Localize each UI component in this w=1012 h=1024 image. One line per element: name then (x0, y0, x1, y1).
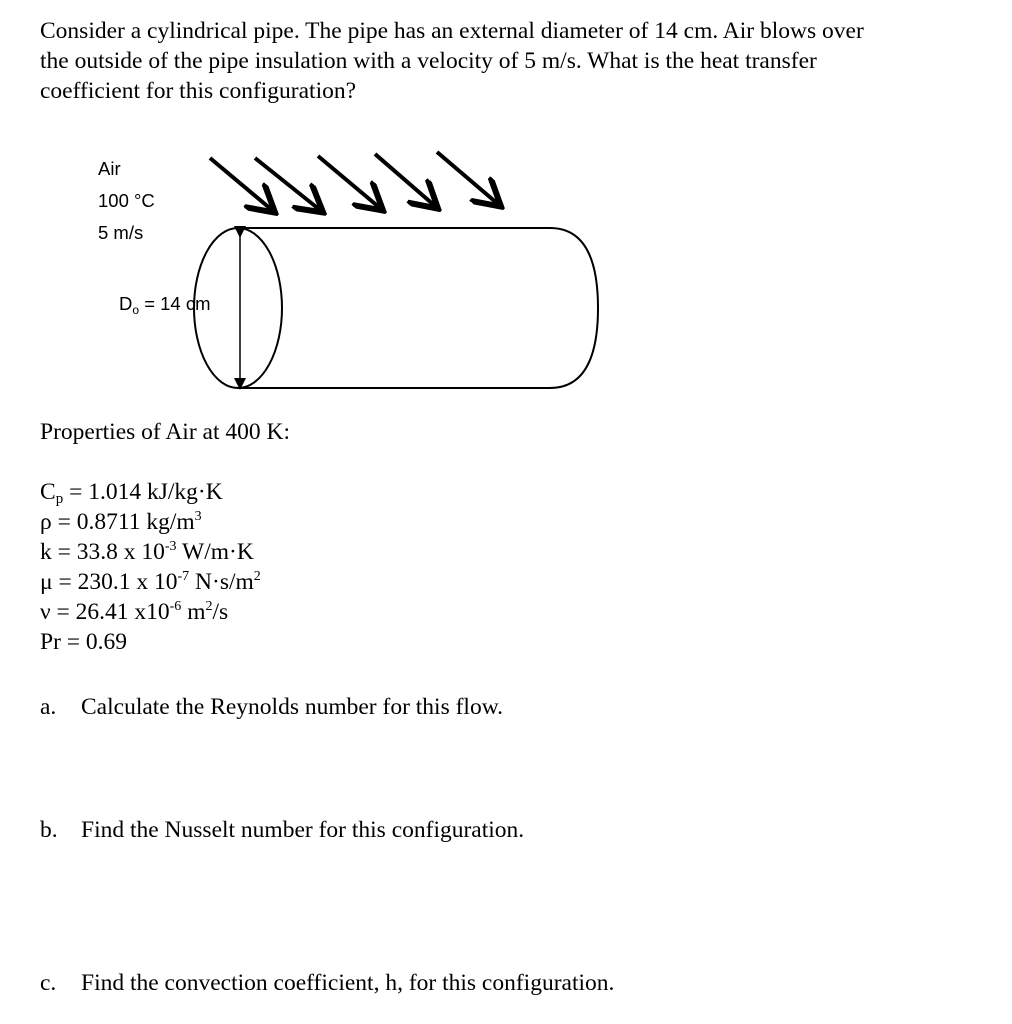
properties-heading: Properties of Air at 400 K: (40, 419, 290, 445)
question-line-1: Consider a cylindrical pipe. The pipe has an external diameter of 14 cm. Air blows over (40, 18, 864, 44)
property-cp: $C_p = 1.014$ kJ/kg·K (40, 479, 223, 507)
question-line-3: coefficient for this configuration? (40, 78, 357, 104)
property-viscosity: μ = 230.1 x $10^{-7}$ $N\cdot s/m^2$ (40, 569, 261, 595)
arrow-icon (375, 154, 435, 206)
property-kinematic-viscosity: ν = 26.41 $x10^{-6}$ $m^2/s$ (40, 599, 229, 625)
air-velocity: 5 m/s (98, 222, 144, 243)
part-b: b. Find the Nusselt number for this configuration. (40, 817, 525, 843)
arrow-icon (318, 156, 380, 208)
property-prandtl: Pr = 0.69 (40, 629, 128, 655)
property-density: ρ = 0.8711 $kg/m^3$ (40, 509, 202, 535)
airflow-arrows (210, 152, 498, 210)
arrow-icon (437, 152, 498, 204)
property-conductivity: k = 33.8 x $10^{-3}$ W/m·K (40, 539, 254, 565)
air-temperature: 100 °C (98, 190, 155, 211)
cylinder (194, 228, 598, 388)
air-label: Air (98, 158, 121, 179)
part-c: c. Find the convection coefficient, h, for this configuration. (40, 970, 615, 996)
part-a: a. Calculate the Reynolds number for this flow. (40, 694, 504, 720)
diameter-label: $D_o = 14$ cm (119, 293, 211, 317)
question-line-2: the outside of the pipe insulation with a velocity of 5 m/s. What is the heat transfer (40, 48, 817, 74)
